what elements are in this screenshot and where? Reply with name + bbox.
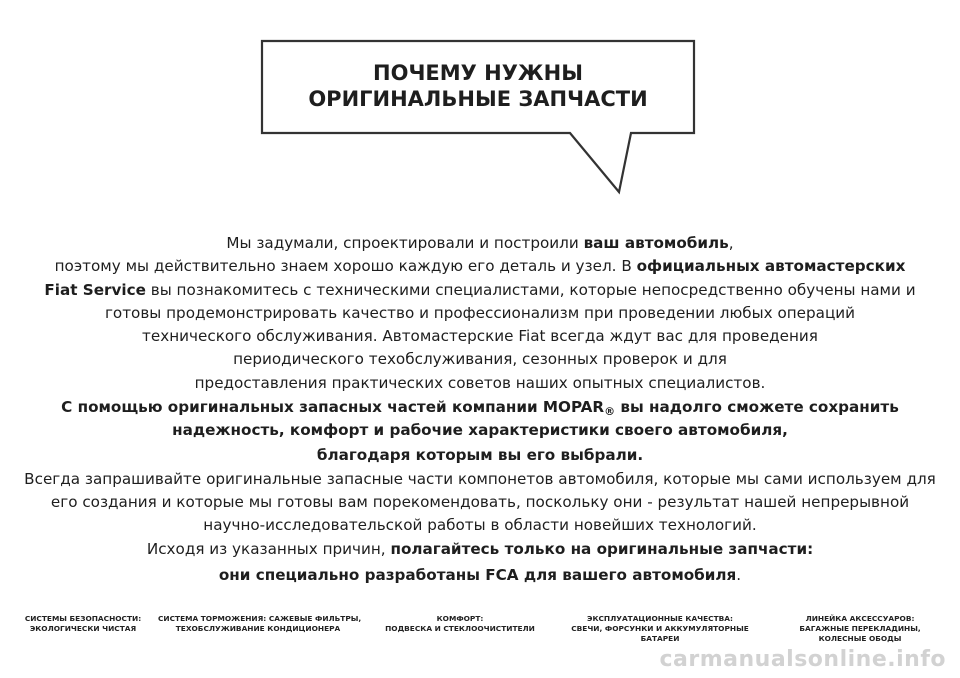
footer-category-safety: СИСТЕМЫ БЕЗОПАСНОСТИ: ЭКОЛОГИЧЕСКИ ЧИСТАЯ <box>24 614 142 633</box>
body-line: Fiat Service вы познакомитесь с техническими специалистами, которые непосредственно обучены нами и <box>44 280 916 299</box>
body-line: Исходя из указанных причин, полагайтесь только на оригинальные запчасти: <box>146 539 814 558</box>
body-line-bold: С помощью оригинальных запасных частей компании MOPAR® вы надолго сможете сохранить <box>61 398 899 419</box>
body-line: его создания и которые мы готовы вам порекомендовать, поскольку они - результат нашей непрерывной <box>50 492 910 511</box>
body-line: Мы задумали, спроектировали и построили ваш автомобиль, <box>226 234 734 252</box>
footer-category-comfort: КОМФОРТ: ПОДВЕСКА И СТЕКЛООЧИСТИТЕЛИ <box>385 614 535 633</box>
body-line: готовы продемонстрировать качество и профессионализм при проведении любых операций <box>104 303 856 322</box>
body-line: поэтому мы действительно знаем хорошо каждую его деталь и узел. В официальных автомастерских <box>54 257 906 276</box>
watermark: carmanualsonline.info <box>659 647 946 672</box>
body-text <box>10 232 950 587</box>
page-heading <box>262 60 694 112</box>
body-line: Всегда запрашивайте оригинальные запасные части компонетов автомобиля, которые мы сами используем для <box>24 469 936 488</box>
body-line: предоставления практических советов наших опытных специалистов. <box>194 373 766 392</box>
footer-category-performance: ЭКСПЛУАТАЦИОННЫЕ КАЧЕСТВА: СВЕЧИ, ФОРСУНКИ И АККУМУЛЯТОРНЫЕ БАТАРЕИ <box>571 614 749 643</box>
body-line: технического обслуживания. Автомастерские Fiat всегда ждут вас для проведения <box>142 327 818 346</box>
body-line: они специально разработаны FCA для вашего автомобиля. <box>218 565 742 584</box>
body-line-bold: благодаря которым вы его выбрали. <box>316 446 644 465</box>
footer-category-accessories: ЛИНЕЙКА АКСЕССУАРОВ: БАГАЖНЫЕ ПЕРЕКЛАДИНЫ, КОЛЕСНЫЕ ОБОДЫ <box>799 614 921 643</box>
heading-line-2: ОРИГИНАЛЬНЫЕ ЗАПЧАСТИ <box>308 87 648 111</box>
footer-categories <box>0 614 960 648</box>
body-line: научно-исследовательской работы в области новейших технологий. <box>203 516 757 535</box>
heading-line-1: ПОЧЕМУ НУЖНЫ <box>373 61 583 85</box>
body-line-bold: надежность, комфорт и рабочие характеристики своего автомобиля, <box>172 421 788 440</box>
body-line: периодического техобслуживания, сезонных проверок и для <box>233 350 727 369</box>
footer-category-brakes: СИСТЕМА ТОРМОЖЕНИЯ: САЖЕВЫЕ ФИЛЬТРЫ, ТЕХОБСЛУЖИВАНИЕ КОНДИЦИОНЕРА <box>158 614 362 633</box>
